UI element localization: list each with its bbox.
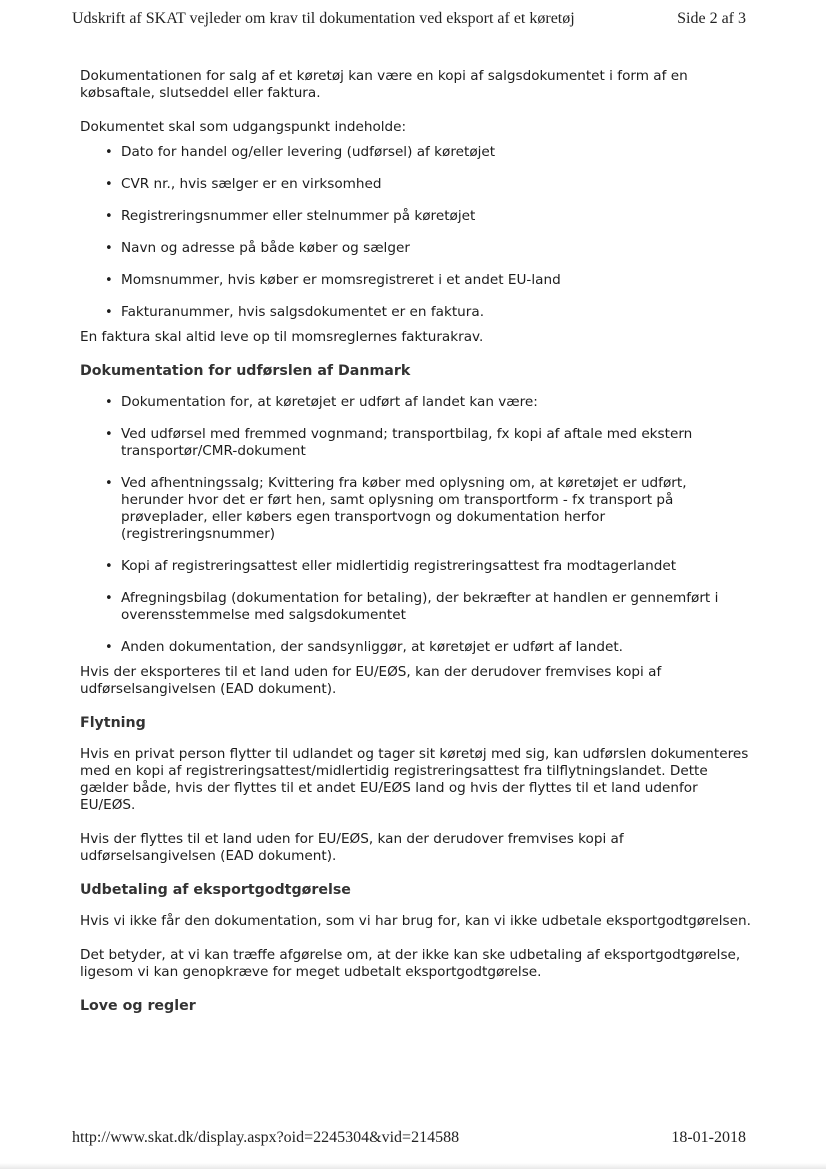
bullet-icon: • (105, 145, 113, 160)
ead-paragraph: Hvis der eksporteres til et land uden for EU/EØS, kan der derudover fremvises kopi af udførselsangivelsen (EAD dokument). (80, 664, 662, 697)
moving-paragraph-2: Hvis der flyttes til et land uden for EU/EØS, kan der derudover fremvises kopi af udførselsangivelsen (EAD dokument). (80, 831, 624, 864)
print-footer (72, 1129, 746, 1147)
payout-paragraph: Hvis vi ikke får den dokumentation, som vi har brug for, kan vi ikke udbetale eksportgodtgørelsen. (80, 913, 751, 929)
print-header (72, 10, 746, 28)
bullet-icon: • (105, 559, 113, 574)
list-item: • Kopi af registreringsattest eller midlertidig registreringsattest fra modtagerlandet (105, 558, 677, 574)
bullet-icon: • (105, 305, 113, 320)
bullet-icon: • (105, 273, 113, 288)
bullet-icon: • (105, 177, 113, 192)
list-item: • Registreringsnummer eller stelnummer på køretøjet (105, 208, 476, 224)
moving-paragraph: Hvis en privat person flytter til udlandet og tager sit køretøj med sig, kan udførslen dokumenteres med en kopi af registreringsattest/midlertidig registreringsattest fra tilflytningslandet. Dette gælder både, hvis der flyttes til et andet EU/EØS land og hvis der flyttes til et land udenfor EU/EØS. (80, 746, 749, 813)
bullet-icon: • (105, 476, 113, 491)
list-item: • Afregningsbilag (dokumentation for betaling), der bekræfter at handlen er gennemført i overensstemmelse med salgsdokumentet (105, 590, 719, 623)
page-number: Side 2 af 3 (677, 10, 746, 27)
source-url: http://www.skat.dk/display.aspx?oid=2245304&vid=214588 (72, 1129, 460, 1146)
bullet-icon: • (105, 395, 113, 410)
intro-paragraph-2: Dokumentet skal som udgangspunkt indeholde: (80, 119, 407, 135)
bullet-icon: • (105, 427, 113, 442)
bullet-icon: • (105, 241, 113, 256)
payout-paragraph-2: Det betyder, at vi kan træffe afgørelse om, at der ikke kan ske udbetaling af eksportgodtgørelse, ligesom vi kan genopkræve for meget udbetalt eksportgodtgørelse. (80, 947, 741, 980)
list-item: • Dato for handel og/eller levering (udførsel) af køretøjet (105, 144, 496, 160)
section-heading-export: Dokumentation for udførslen af Danmark (80, 363, 411, 379)
section-heading-moving: Flytning (80, 715, 146, 731)
bullet-icon: • (105, 209, 113, 224)
bullet-icon: • (105, 640, 113, 655)
document-body (80, 68, 752, 1029)
page-edge (0, 1163, 826, 1169)
section-heading-rules: Love og regler (80, 998, 196, 1014)
invoice-note: En faktura skal altid leve op til momsreglernes fakturakrav. (80, 329, 484, 345)
list-item: • CVR nr., hvis sælger er en virksomhed (105, 176, 382, 192)
list-item: • Ved afhentningssalg; Kvittering fra køber med oplysning om, at køretøjet er udført, herunder hvor det er ført hen, samt oplysning om transportform - fx transport på prøveplader, eller købers egen transportvogn og dokumentation herfor (registreringsnummer) (105, 475, 687, 542)
list-item: • Fakturanummer, hvis salgsdokumentet er en faktura. (105, 304, 485, 320)
list-item: • Navn og adresse på både køber og sælger (105, 240, 410, 256)
list-item: • Dokumentation for, at køretøjet er udført af landet kan være: (105, 394, 538, 410)
bullet-icon: • (105, 591, 113, 606)
section-heading-payout: Udbetaling af eksportgodtgørelse (80, 882, 351, 898)
intro-paragraph: Dokumentationen for salg af et køretøj kan være en kopi af salgsdokumentet i form af en købsaftale, slutseddel eller faktura. (80, 68, 688, 101)
document-title: Udskrift af SKAT vejleder om krav til dokumentation ved eksport af et køretøj (72, 10, 575, 27)
export-docs-list (80, 394, 752, 656)
list-item: • Ved udførsel med fremmed vognmand; transportbilag, fx kopi af aftale med ekstern transportør/CMR-dokument (105, 426, 693, 459)
requirements-list (80, 144, 752, 321)
list-item: • Momsnummer, hvis køber er momsregistreret i et andet EU-land (105, 272, 561, 288)
print-date: 18-01-2018 (671, 1129, 746, 1146)
list-item: • Anden dokumentation, der sandsynliggør, at køretøjet er udført af landet. (105, 639, 624, 655)
